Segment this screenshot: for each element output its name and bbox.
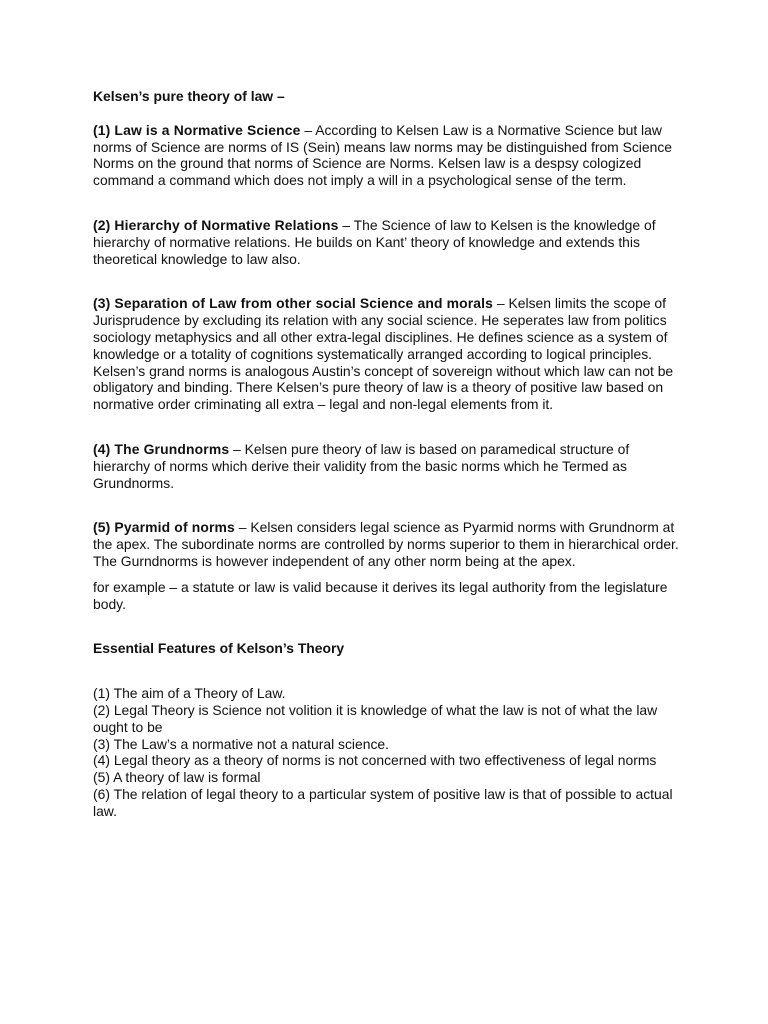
section-2: [93, 217, 683, 267]
section-4-heading: (4) The Grundnorms: [93, 440, 230, 457]
list-item: (2) Legal Theory is Science not volition it is knowledge of what the law is not of what the law ought to be: [93, 701, 658, 735]
document-page: [93, 88, 683, 820]
section-1: [93, 122, 683, 189]
section-2-body: – The Science of law to Kelsen is the knowledge of hierarchy of normative relations. He builds on Kant’ theory of knowledge and extends this theoretical knowledge to law also.: [93, 216, 656, 267]
list-item: (6) The relation of legal theory to a particular system of positive law is that of possible to actual law.: [93, 785, 673, 819]
document-title: Kelsen’s pure theory of law –: [93, 88, 285, 104]
example-paragraph: for example – a statute or law is valid because it derives its legal authority from the legislature body.: [93, 578, 668, 612]
section-5: [93, 519, 683, 569]
features-title: Essential Features of Kelson’s Theory: [93, 640, 345, 657]
section-5-body: – Kelsen considers legal science as Pyarmid norms with Grundnorm at the apex. The subordinate norms are controlled by norms superior to them in hierarchical order. The Gurndnorms is however independent of any other norm being at the apex.: [93, 519, 679, 569]
section-1-body: – According to Kelsen Law is a Normative Science but law norms of Science are norms of IS (Sein) means law norms may be distinguished from Science Norms on the ground that norms of Science are Norms. Kelsen law is a despsy cologized command a command which does not imply a will in a psychological sense of the term.: [93, 121, 673, 189]
list-item: (1) The aim of a Theory of Law.: [93, 685, 286, 702]
section-3-body: – Kelsen limits the scope of Jurisprudence by excluding its relation with any social science. He seperates law from politics sociology metaphysics and all other extra-legal disciplines. He defines science as a system of knowledge or a totality of cognitions systematically arranged according to logical principles. Kelsen’s grand norms is analogous Austin’s concept of sovereign without which law can not be obligatory and binding. There Kelsen’s pure theory of law is a theory of positive law based on normative order criminating all extra – legal and non-legal elements from it.: [93, 295, 674, 413]
section-3-heading: (3) Separation of Law from other social Science and morals: [93, 295, 494, 312]
section-4: [93, 441, 683, 491]
section-2-heading: (2) Hierarchy of Normative Relations: [93, 216, 339, 233]
list-item: (4) Legal theory as a theory of norms is not concerned with two effectiveness of legal norms: [93, 752, 657, 769]
section-3: [93, 295, 683, 413]
features-list: [93, 685, 683, 819]
section-4-body: – Kelsen pure theory of law is based on paramedical structure of hierarchy of norms which derive their validity from the basic norms which he Termed as Grundnorms.: [93, 440, 630, 491]
section-1-heading: (1) Law is a Normative Science: [93, 121, 301, 138]
section-5-heading: (5) Pyarmid of norms: [93, 519, 235, 536]
list-item: (3) The Law’s a normative not a natural science.: [93, 735, 389, 752]
list-item: (5) A theory of law is formal: [93, 769, 261, 786]
